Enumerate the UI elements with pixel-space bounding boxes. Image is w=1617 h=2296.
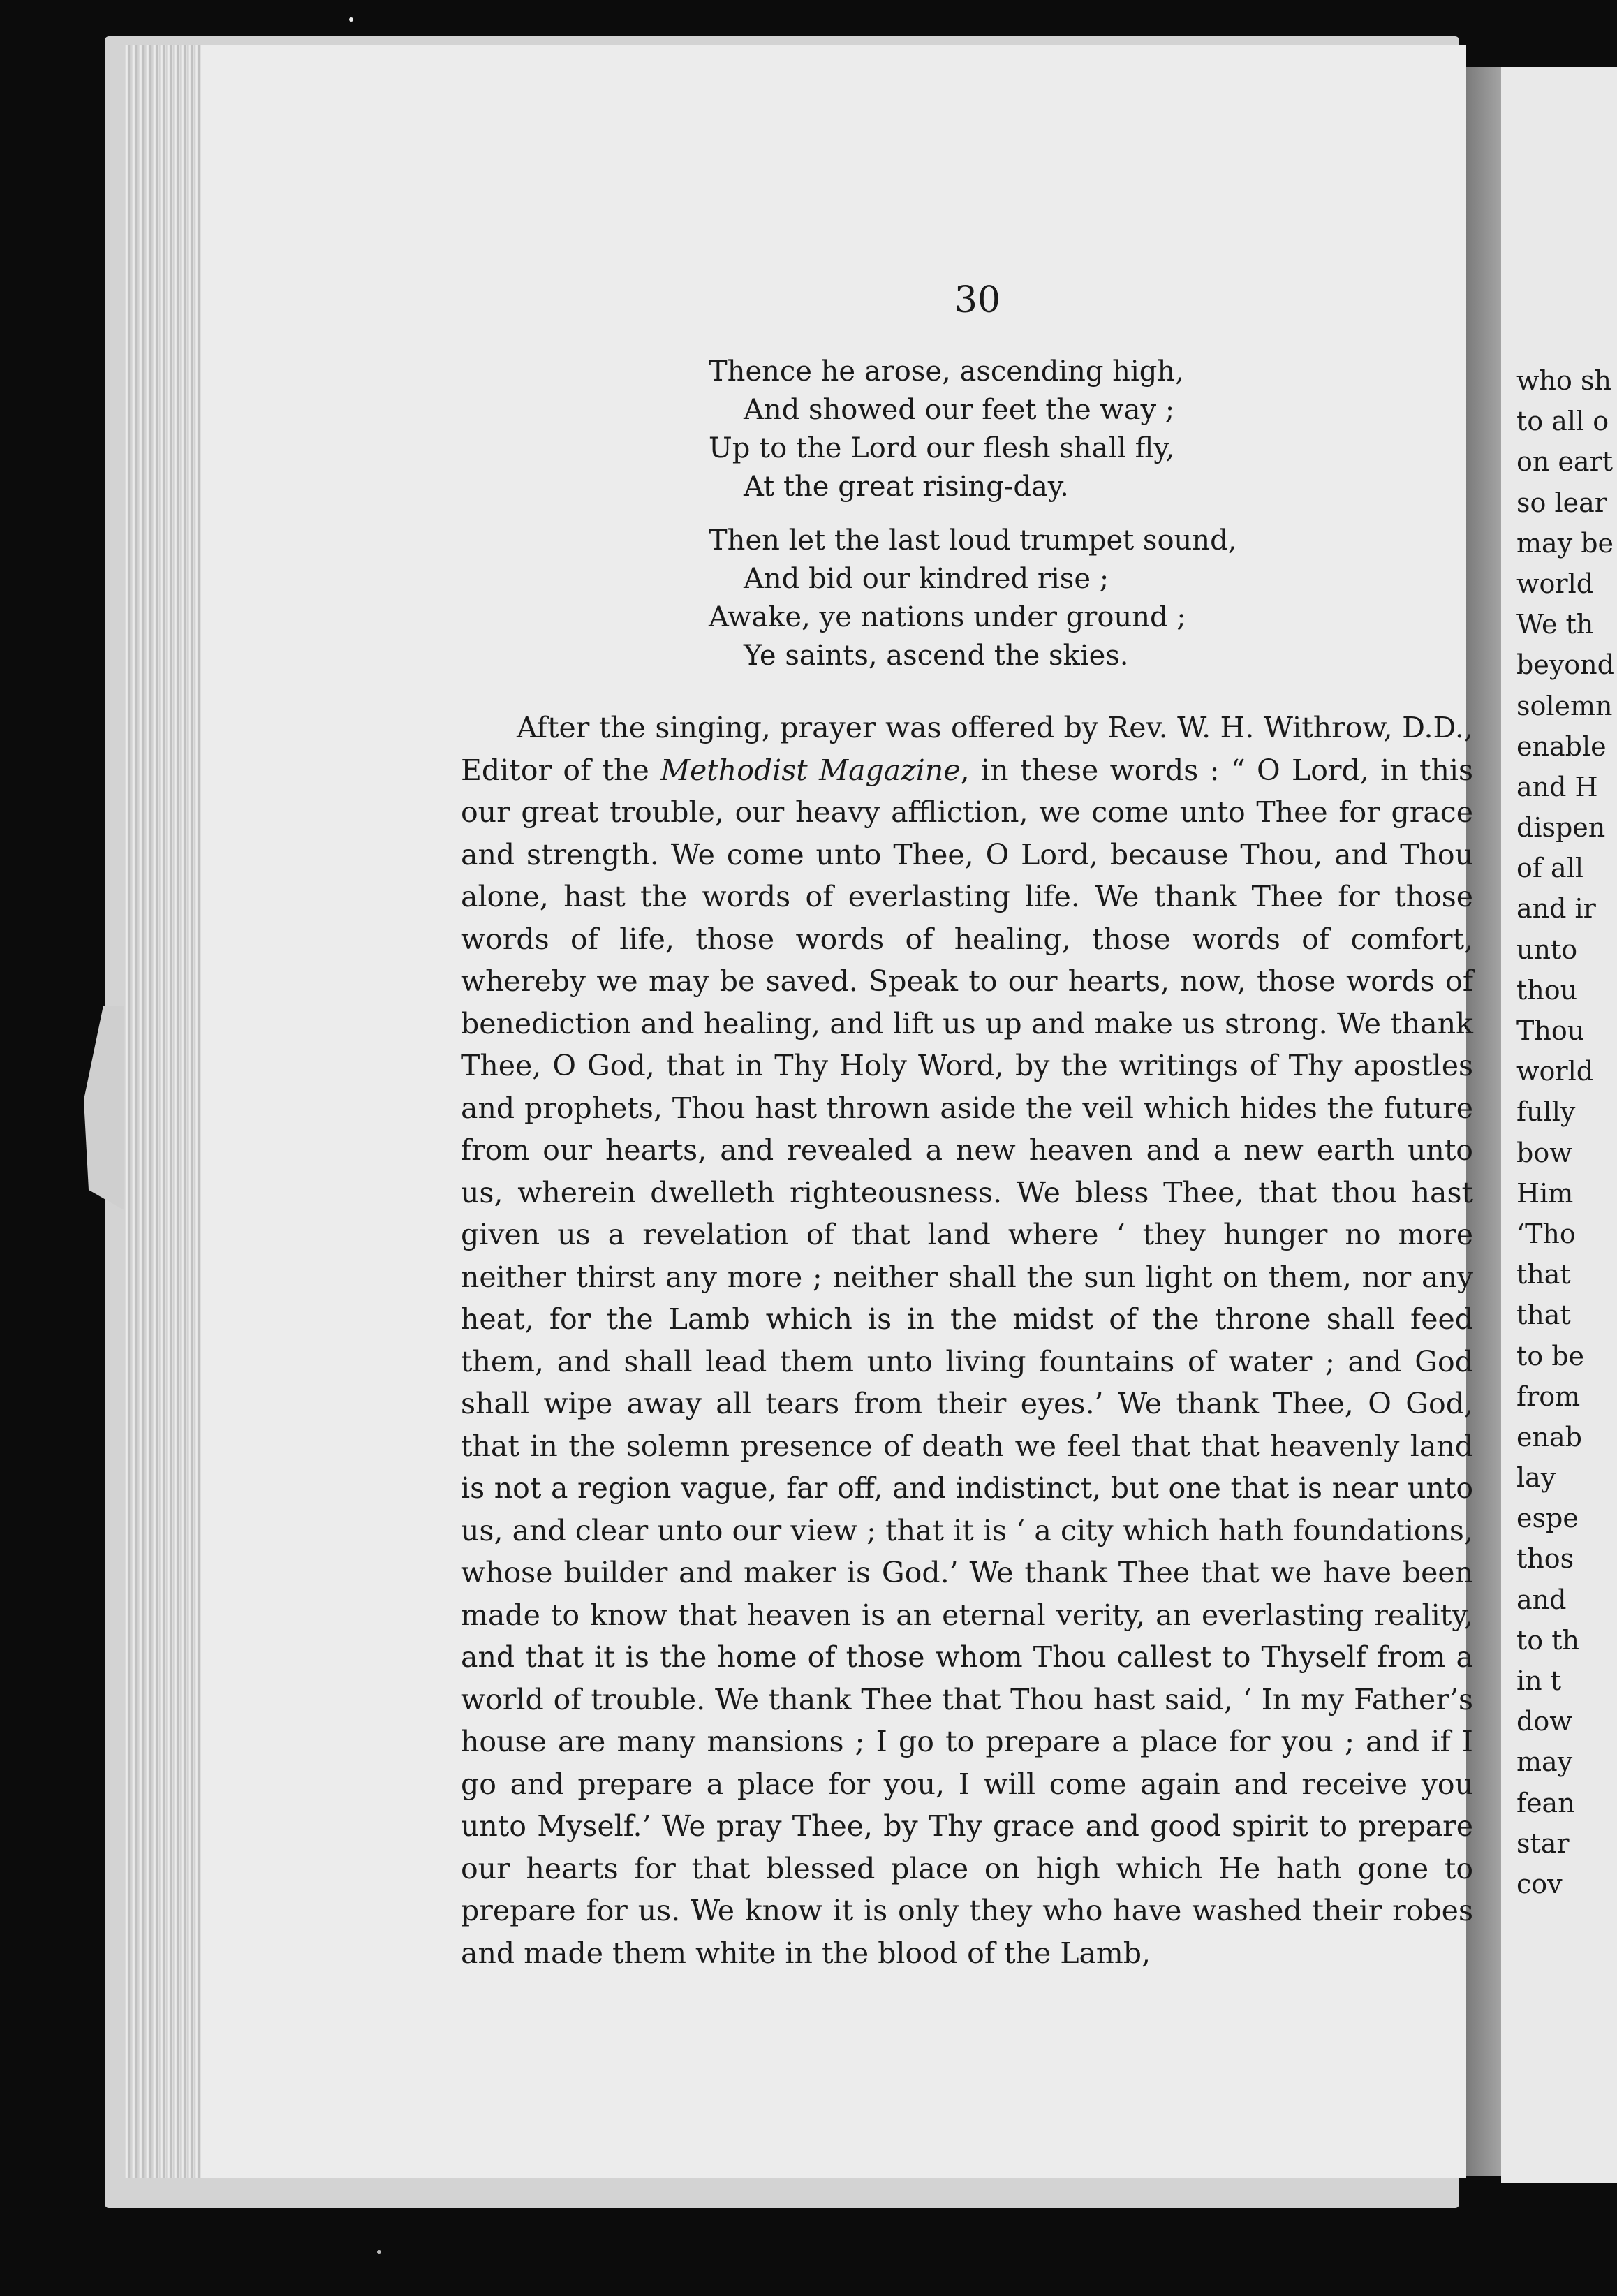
prayer-body: , in these words : “ O Lord, in this our great trouble, our heavy affliction, we come unto Thee for grace and strength. We come unto Thee, O Lord, because Thou, and Thou alone, hast the words of everlasting life. We thank Thee for those words of life, those words of healing, those words of comfort, whereby we may be saved. Speak to our hearts, now, those words of benediction and healing, and lift us up and make us strong. We thank Thee, O God, that in Thy Holy Word, by the writings of Thy apostles and prophets, Thou hast thrown aside the veil which hides the future from our hearts, and revealed a new heaven and a new earth unto us, wherein dwelleth righteousness. We bless Thee, that thou hast given us a revelation of that land where ‘ they hunger no more neither thirst any more ; neither shall the sun light on them, nor any heat, for the Lamb which is in the midst of the throne shall feed them, and shall lead them unto living fountains of water ; and God shall wipe away all tears from their eyes.’ We thank Thee, O God, that in the solemn presence of death we feel that that heavenly land is not a region vague, far off, and indistinct, but one that is near unto us, and clear unto our view ; that it is ‘ a city which hath foundations, whose builder and maker is God.’ We thank Thee that we have been made to know that heaven is an eternal verity, an everlasting reality, and that it is the home of those whom Thou callest to Thyself from a world of trouble. We thank Thee that Thou hast said, ‘ In my Father’s house are many mansions ; I go to prepare a place for you ; and if I go and prepare a place for you, I will come again and receive you unto Myself.’ We pray Thee, by Thy grace and good spirit to prepare our hearts for that blessed place on high which He hath gone to prepare for us. We know it is only they who have washed their robes and made them white in the blood of the Lamb, [461,753,1474,1970]
facing-page-line: espe [1516,1503,1579,1534]
poem-line: Awake, ye nations under ground ; [709,601,1186,633]
facing-page-line: dispen [1516,812,1606,844]
facing-page-line: ‘Tho [1516,1218,1576,1249]
facing-page-line: dow [1516,1706,1572,1737]
facing-page-line: from [1516,1381,1581,1412]
facing-page-line: Thou [1516,1015,1585,1046]
facing-page-line: world [1516,568,1594,599]
facing-page-line: in t [1516,1665,1561,1696]
poem-line: Then let the last loud trumpet sound, [709,524,1237,557]
facing-page-line: to be [1516,1340,1585,1371]
facing-page-line: cov [1516,1868,1563,1899]
facing-page-line: of all [1516,853,1583,884]
facing-page-line: that [1516,1259,1571,1290]
facing-page-line: bow [1516,1137,1572,1168]
facing-page-line: thou [1516,974,1578,1006]
facing-page-line: We th [1516,609,1594,640]
facing-page-line: may be [1516,527,1614,559]
page-number: 30 [954,279,1001,321]
facing-page-line: beyond [1516,649,1614,681]
facing-page-line: fully [1516,1096,1576,1128]
facing-page-line: unto [1516,934,1578,965]
facing-page-line: to all o [1516,406,1609,437]
facing-page-line: may [1516,1746,1573,1778]
facing-page-line: fean [1516,1787,1575,1818]
facing-page-line: enab [1516,1421,1582,1452]
scan-speck [349,17,353,22]
poem-line: Thence he arose, ascending high, [709,355,1184,388]
facing-page-text [1501,360,1614,1904]
facing-page-line: and [1516,1584,1567,1615]
facing-page-line: world [1516,1056,1594,1087]
page-stack-edges [124,45,201,2178]
poem-line: Ye saints, ascend the skies. [744,640,1129,672]
scan-speck [377,2250,381,2254]
facing-page-line: that [1516,1300,1571,1331]
facing-page-line: solemn [1516,690,1613,721]
facing-page-cropped [1501,67,1617,2183]
poem-line: And bid our kindred rise ; [744,563,1109,595]
prayer-opening: After the singing, prayer was offered by Rev. W. H. Withrow, D.D., Editor of the [461,711,1473,787]
poem-line: At the great rising-day. [744,471,1069,503]
facing-page-line: who sh [1516,365,1611,396]
facing-page-line: on eart [1516,446,1614,478]
facing-page-line: thos [1516,1543,1574,1575]
facing-page-line: Him [1516,1177,1574,1209]
poem-line: Up to the Lord our flesh shall fly, [709,432,1175,464]
hymn-verses [709,353,1421,691]
poem-line: And showed our feet the way ; [744,394,1175,426]
stanza [709,522,1421,675]
stanza [709,353,1421,506]
facing-page-line: to th [1516,1624,1579,1656]
facing-page-line: and H [1516,771,1598,802]
facing-page-line: so lear [1516,487,1607,518]
facing-page-line: enable [1516,730,1607,762]
magazine-title: Methodist Magazine [660,753,961,787]
facing-page-line: lay [1516,1462,1556,1494]
facing-page-line: and ir [1516,893,1596,925]
prayer-paragraph [461,707,1473,1974]
facing-page-line: star [1516,1827,1570,1859]
